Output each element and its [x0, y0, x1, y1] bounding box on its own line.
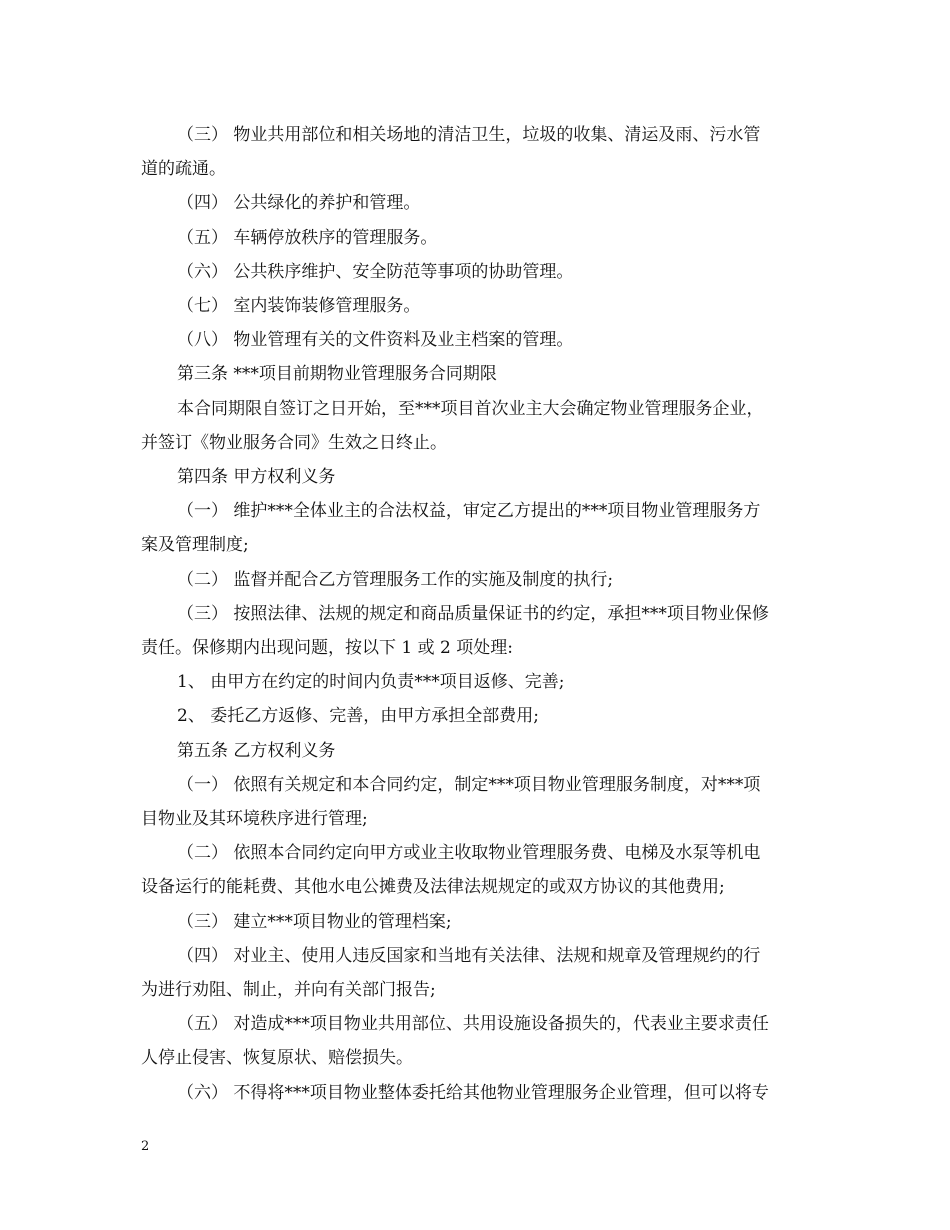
- text-line: （三） 物业共用部位和相关场地的清洁卫生，垃圾的收集、清运及雨、污水管: [177, 125, 761, 145]
- text-line: 第三条 ***项目前期物业管理服务合同期限: [177, 364, 497, 385]
- text-line: 2、 委托乙方返修、完善，由甲方承担全部费用;: [177, 706, 539, 727]
- text-line: （一） 依照有关规定和本合同约定，制定***项目物业管理服务制度，对***项: [177, 774, 761, 795]
- text-line: 案及管理制度;: [141, 535, 249, 556]
- text-line: （八） 物业管理有关的文件资料及业主档案的管理。: [177, 330, 574, 351]
- text-line: 责任。保修期内出现问题，按以下 1 或 2 项处理:: [141, 638, 513, 659]
- text-line: （三） 建立***项目物业的管理档案;: [177, 911, 452, 932]
- text-line: 1、 由甲方在约定的时间内负责***项目返修、完善;: [177, 672, 565, 693]
- text-line: （二） 监督并配合乙方管理服务工作的实施及制度的执行;: [177, 569, 614, 590]
- text-line: （三） 按照法律、法规的规定和商品质量保证书的约定，承担***项目物业保修: [177, 603, 769, 624]
- text-line: （四） 对业主、使用人违反国家和当地有关法律、法规和规章及管理规约的行: [177, 945, 761, 966]
- text-line: 本合同期限自签订之日开始，至***项目首次业主大会确定物业管理服务企业，: [177, 398, 764, 419]
- text-line: （一） 维护***全体业主的合法权益，审定乙方提出的***项目物业管理服务方: [177, 501, 761, 522]
- text-line: 道的疏通。: [141, 159, 226, 180]
- text-line: 并签订《物业服务合同》生效之日终止。: [141, 432, 447, 453]
- text-line: （五） 对造成***项目物业共用部位、共用设施设备损失的，代表业主要求责任: [177, 1014, 769, 1035]
- text-line: 设备运行的能耗费、其他水电公摊费及法律法规规定的或双方协议的其他费用;: [141, 877, 725, 898]
- document-body: [141, 118, 813, 1110]
- text-line: （四） 公共绿化的养护和管理。: [177, 193, 421, 214]
- text-line: （二） 依照本合同约定向甲方或业主收取物业管理服务费、电梯及水泵等机电: [177, 843, 761, 864]
- text-line: 目物业及其环境秩序进行管理;: [141, 809, 368, 830]
- text-line: （六） 公共秩序维护、安全防范等事项的协助管理。: [177, 261, 574, 282]
- text-line: 第四条 甲方权利义务: [177, 467, 336, 488]
- page-number: 2: [141, 1139, 150, 1154]
- text-line: （六） 不得将***项目物业整体委托给其他物业管理服务企业管理，但可以将专: [177, 1082, 769, 1103]
- text-line: 人停止侵害、恢复原状、赔偿损失。: [141, 1048, 413, 1069]
- text-line: （五） 车辆停放秩序的管理服务。: [177, 227, 438, 248]
- text-line: （七） 室内装饰装修管理服务。: [177, 296, 421, 317]
- text-line: 为进行劝阻、制止，并向有关部门报告;: [141, 980, 436, 1001]
- text-line: 第五条 乙方权利义务: [177, 740, 336, 761]
